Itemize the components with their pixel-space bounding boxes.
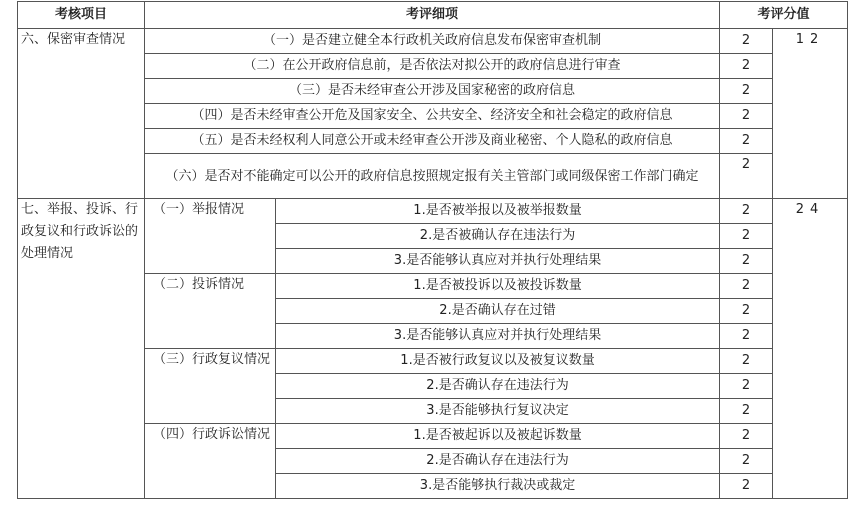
section6-item-score: 2	[720, 129, 773, 154]
group-item-text: 3.是否能够认真应对并执行处理结果	[276, 324, 720, 349]
group-item-text: 2.是否确认存在违法行为	[276, 449, 720, 474]
section6-item-text: （六）是否对不能确定可以公开的政府信息按照规定报有关主管部门或同级保密工作部门确定	[145, 154, 720, 199]
group-item-score: 2	[720, 474, 773, 499]
group-item-text: 3.是否能够执行裁决或裁定	[276, 474, 720, 499]
group-item-score: 2	[720, 199, 773, 224]
group-item-text: 2.是否确认存在过错	[276, 299, 720, 324]
group-label: （二）投诉情况	[145, 274, 276, 349]
group-label: （一）举报情况	[145, 199, 276, 274]
section6-item-text: （三）是否未经审查公开涉及国家秘密的政府信息	[145, 79, 720, 104]
table-row	[18, 199, 848, 224]
group-item-score: 2	[720, 374, 773, 399]
section6-title: 六、保密审查情况	[18, 29, 145, 199]
header-row	[18, 2, 848, 29]
group-item-text: 2.是否确认存在违法行为	[276, 374, 720, 399]
group-item-score: 2	[720, 224, 773, 249]
group-label: （四）行政诉讼情况	[145, 424, 276, 499]
group-item-score: 2	[720, 274, 773, 299]
section6-item-score: 2	[720, 104, 773, 129]
group-item-score: 2	[720, 399, 773, 424]
group-item-score: 2	[720, 299, 773, 324]
section6-total: 12	[773, 29, 848, 199]
header-score: 考评分值	[720, 2, 848, 29]
group-item-text: 1.是否被起诉以及被起诉数量	[276, 424, 720, 449]
group-item-text: 1.是否被投诉以及被投诉数量	[276, 274, 720, 299]
section6-item-text: （四）是否未经审查公开危及国家安全、公共安全、经济安全和社会稳定的政府信息	[145, 104, 720, 129]
header-project: 考核项目	[18, 2, 145, 29]
group-item-text: 1.是否被行政复议以及被复议数量	[276, 349, 720, 374]
section6-item-text: （二）在公开政府信息前，是否依法对拟公开的政府信息进行审查	[145, 54, 720, 79]
section6-item-score: 2	[720, 29, 773, 54]
group-label: （三）行政复议情况	[145, 349, 276, 424]
header-detail: 考评细项	[145, 2, 720, 29]
table-row	[18, 29, 848, 54]
section7-total: 24	[773, 199, 848, 499]
group-item-score: 2	[720, 349, 773, 374]
group-item-text: 3.是否能够认真应对并执行处理结果	[276, 249, 720, 274]
section6-item-text: （五）是否未经权利人同意公开或未经审查公开涉及商业秘密、个人隐私的政府信息	[145, 129, 720, 154]
group-item-score: 2	[720, 449, 773, 474]
group-item-text: 3.是否能够执行复议决定	[276, 399, 720, 424]
group-item-score: 2	[720, 324, 773, 349]
group-item-text: 1.是否被举报以及被举报数量	[276, 199, 720, 224]
section6-item-score: 2	[720, 154, 773, 199]
group-item-score: 2	[720, 249, 773, 274]
section6-item-score: 2	[720, 54, 773, 79]
section6-item-score: 2	[720, 79, 773, 104]
evaluation-table	[17, 1, 848, 499]
section6-item-text: （一）是否建立健全本行政机关政府信息发布保密审查机制	[145, 29, 720, 54]
section7-title: 七、举报、投诉、行政复议和行政诉讼的处理情况	[18, 199, 145, 499]
group-item-text: 2.是否被确认存在违法行为	[276, 224, 720, 249]
group-item-score: 2	[720, 424, 773, 449]
